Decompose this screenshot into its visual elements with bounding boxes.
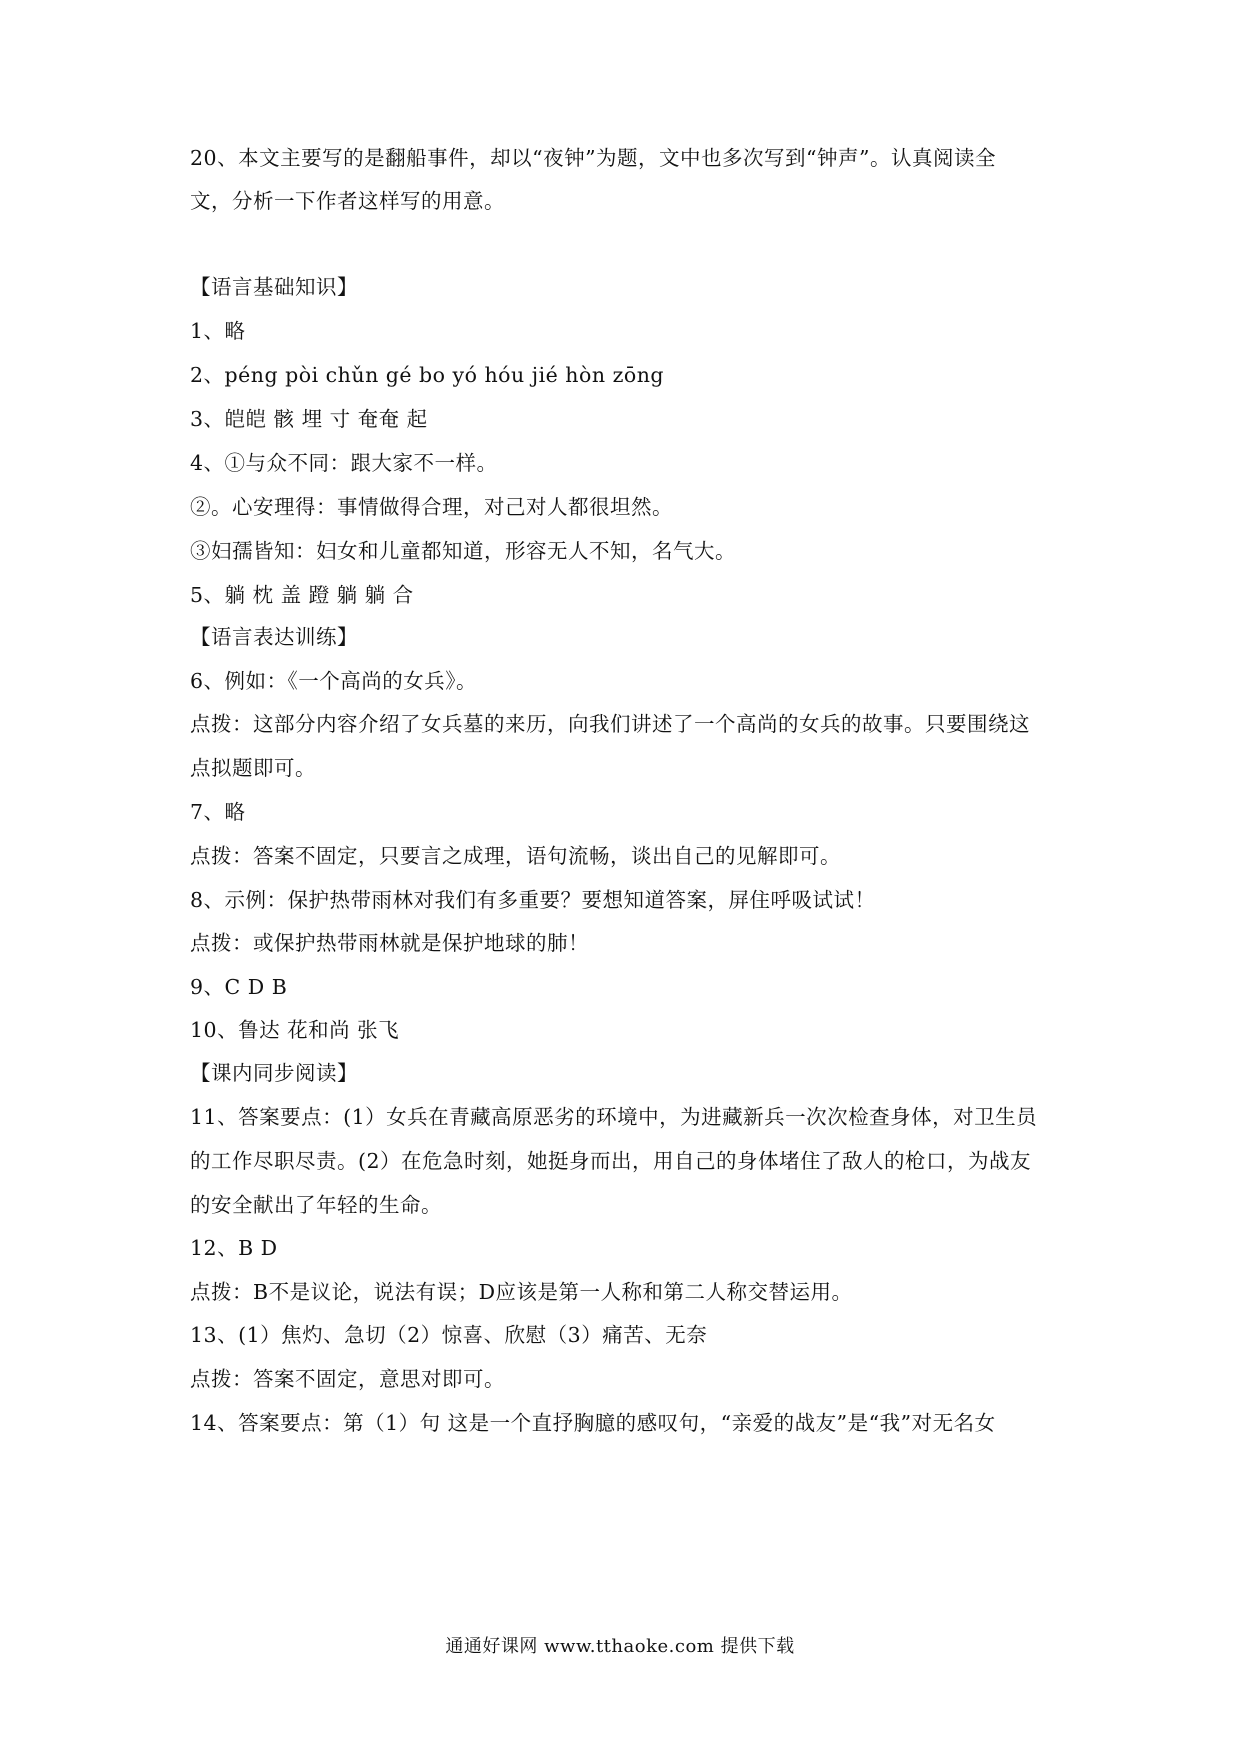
answer-11-line-3: 的安全献出了年轻的生命。: [190, 1193, 442, 1217]
answer-4-item-2: ②。心安理得：事情做得合理，对己对人都很坦然。: [190, 495, 673, 519]
answer-5: 5、躺 枕 盖 蹬 躺 躺 合: [190, 583, 414, 607]
answer-6-hint-line-1: 点拨：这部分内容介绍了女兵墓的来历，向我们讲述了一个高尚的女兵的故事。只要围绕这: [190, 712, 1030, 736]
answer-13: 13、(1）焦灼、急切（2）惊喜、欣慰（3）痛苦、无奈: [190, 1323, 708, 1347]
section-heading-language-basics: 【语言基础知识】: [190, 275, 358, 299]
section-heading-reading: 【课内同步阅读】: [190, 1061, 358, 1085]
answer-4-item-1: 4、①与众不同：跟大家不一样。: [190, 451, 498, 475]
answer-8: 8、示例：保护热带雨林对我们有多重要？要想知道答案，屏住呼吸试试！: [190, 888, 876, 912]
answer-12: 12、B D: [190, 1236, 278, 1260]
answer-11-line-1: 11、答案要点：(1）女兵在青藏高原恶劣的环境中，为进藏新兵一次次检查身体，对卫生员: [190, 1105, 1038, 1129]
question-20-line-1: 20、本文主要写的是翻船事件，却以“夜钟”为题，文中也多次写到“钟声”。认真阅读全: [190, 146, 997, 170]
section-heading-expression: 【语言表达训练】: [190, 625, 358, 649]
answer-4-item-3: ③妇孺皆知：妇女和儿童都知道，形容无人不知，名气大。: [190, 539, 736, 563]
answer-11-line-2: 的工作尽职尽责。(2）在危急时刻，她挺身而出，用自己的身体堵住了敌人的枪口，为战友: [190, 1149, 1032, 1173]
answer-6-hint-line-2: 点拟题即可。: [190, 756, 316, 780]
answer-1: 1、略: [190, 319, 246, 343]
answer-7-hint: 点拨：答案不固定，只要言之成理，语句流畅，谈出自己的见解即可。: [190, 844, 841, 868]
answer-6: 6、例如：《一个高尚的女兵》。: [190, 669, 478, 693]
page-footer: 通通好课网 www.tthaoke.com 提供下载: [445, 1636, 795, 1657]
answer-12-hint: 点拨：B不是议论，说法有误；D应该是第一人称和第二人称交替运用。: [190, 1280, 853, 1304]
question-20-line-2: 文，分析一下作者这样写的用意。: [190, 189, 505, 213]
answer-10: 10、鲁达 花和尚 张飞: [190, 1018, 400, 1042]
answer-14-line-1: 14、答案要点：第（1）句 这是一个直抒胸臆的感叹句，“亲爱的战友”是“我”对无名女: [190, 1411, 996, 1435]
answer-2: 2、péng pòi chǔn gé bo yó hóu jié hòn zōng: [190, 363, 665, 387]
answer-9: 9、C D B: [190, 975, 288, 999]
answer-13-hint: 点拨：答案不固定，意思对即可。: [190, 1367, 505, 1391]
answer-3: 3、皑皑 骸 埋 寸 奄奄 起: [190, 407, 428, 431]
answer-8-hint: 点拨：或保护热带雨林就是保护地球的肺！: [190, 931, 589, 955]
answer-7: 7、略: [190, 800, 246, 824]
